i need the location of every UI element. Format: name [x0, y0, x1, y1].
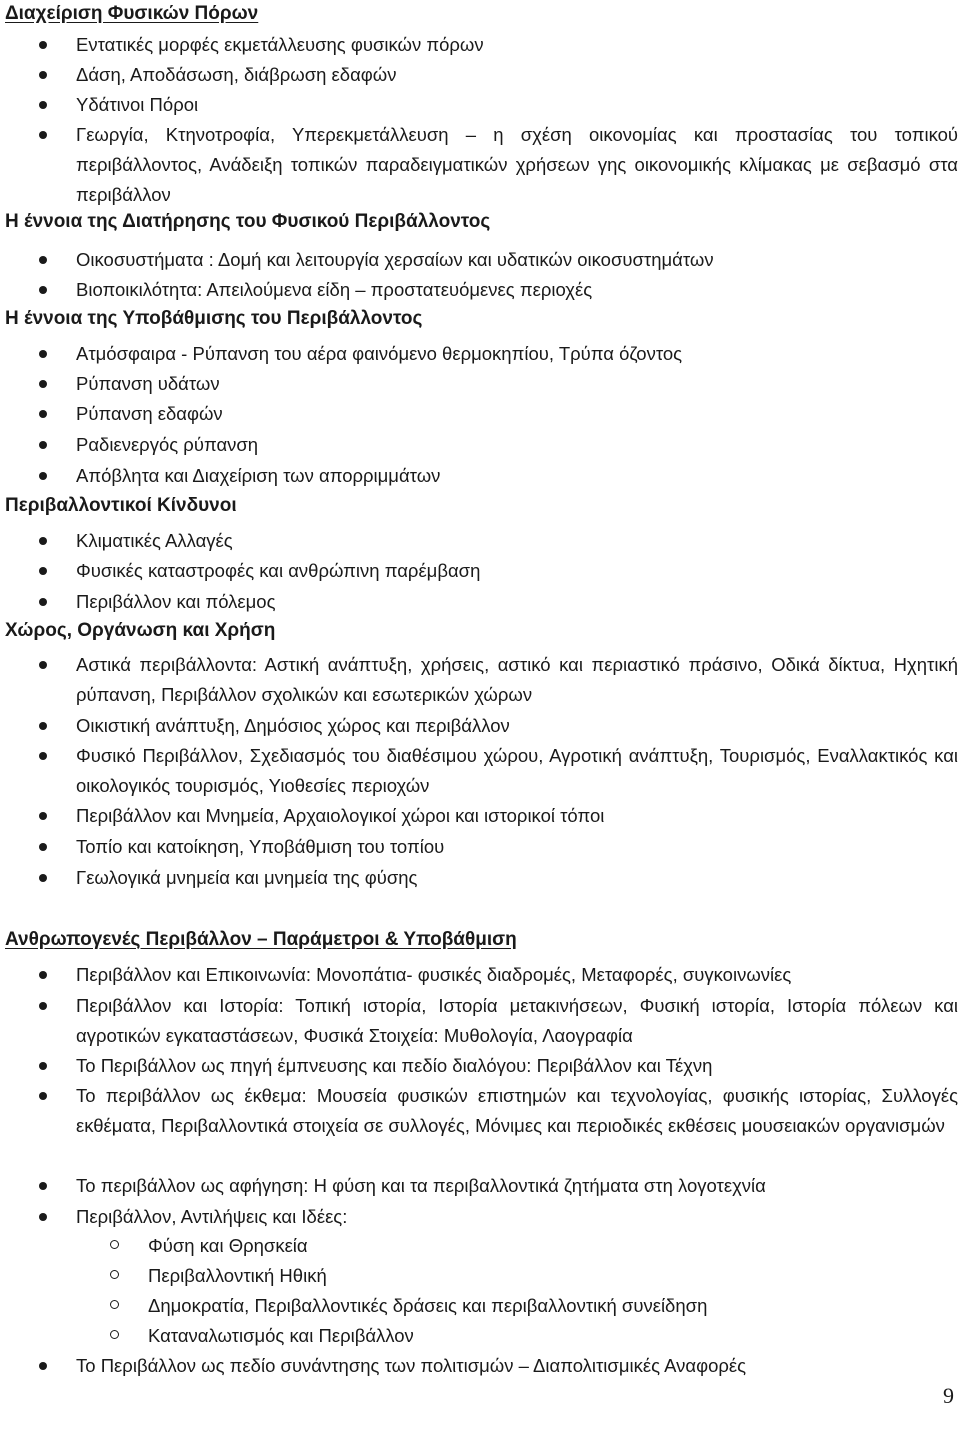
bullet-icon [39, 71, 47, 79]
bullet-icon [39, 350, 47, 358]
bullet-icon [39, 598, 47, 606]
bullet-icon [39, 971, 47, 979]
circle-bullet-icon [110, 1330, 119, 1339]
bullet-icon [39, 410, 47, 418]
circle-bullet-icon [110, 1240, 119, 1249]
section-heading: Διαχείριση Φυσικών Πόρων [5, 3, 259, 24]
bullet-icon [39, 1182, 47, 1190]
bullet-icon [39, 537, 47, 545]
bullet-icon [39, 380, 47, 388]
section-heading: Η έννοια της Υποβάθμισης του Περιβάλλοντος [5, 308, 423, 329]
bullet-icon [39, 752, 47, 760]
section-heading: Ανθρωπογενές Περιβάλλον – Παράμετροι & Υποβάθμιση [5, 929, 517, 950]
bullet-icon [39, 1092, 47, 1100]
bullet-icon [39, 843, 47, 851]
bullet-icon [39, 441, 47, 449]
section-heading: Η έννοια της Διατήρησης του Φυσικού Περιβάλλοντος [5, 211, 491, 232]
bullet-icon [39, 1213, 47, 1221]
bullet-icon [39, 256, 47, 264]
bullet-icon [39, 131, 47, 139]
bullet-icon [39, 661, 47, 669]
circle-bullet-icon [110, 1270, 119, 1279]
document-page: Διαχείριση Φυσικών Πόρων Εντατικές μορφές εκμετάλλευσης φυσικών πόρων Δάση, Αποδάσωση, διάβρωση εδαφών Υδάτινοι Πόροι Γεωργία, Κτηνοτροφία, Υπερεκμετάλλευση – η σχέση οικονομίας και προστασίας του τοπικού περιβάλλοντος, Ανάδειξη τοπικών παραδειγματικών χρήσεων γης οικονομικής κλίμακας με σεβασμό στα περιβάλλον Η έννοια της Διατήρησης του Φυσικού Περιβάλλοντος Οικοσυστήματα : Δομή και λειτουργία χερσαίων και υδατικών οικοσυστημάτων Βιοποικιλότητα: Απειλούμενα είδη – προστατευόμενες περιοχές Η έννοια της Υποβάθμισης του Περιβάλλοντος Ατμόσφαιρα - Ρύπανση του αέρα φαινόμενο θερμοκηπίου, Τρύπα όζοντος Ρύπανση υδάτων Ρύπανση εδαφών Ραδιενεργός ρύπανση Απόβλητα και Διαχείριση των απορριμμάτων Περιβαλλοντικοί Κίνδυνοι Κλιματικές Αλλαγές Φυσικές καταστροφές και ανθρώπινη παρέμβαση Περιβάλλον και πόλεμος Χώρος, Οργάνωση και Χρήση Αστικά περιβάλλοντα: Αστική ανάπτυξη, χρήσεις, αστικό και περιαστικό πράσινο, Οδικά δίκτυα, Ηχητική ρύπανση, Περιβάλλον σχολικών και εσωτερικών χώρων Οικιστική ανάπτυξη, Δημόσιος χώρος και περιβάλλον Φυσικό Περιβάλλον, Σχεδιασμός του διαθέσιμου χώρου, Αγροτική ανάπτυξη, Τουρισμός, Εναλλακτικός και οικολογικός τουρισμός, Υιοθεσίες περιοχών Περιβάλλον και Μνημεία, Αρχαιολογικοί χώροι και ιστορικοί τόποι Τοπίο και κατοίκηση, Υποβάθμιση του τοπίου Γεωλογικά μνημεία και μνημεία της φύσης Ανθρωπογενές Περιβάλλον – Παράμετροι & Υποβάθμιση Περιβάλλον και Επικοινωνία: Μονοπάτια- φυσικές διαδρομές, Μεταφορές, συγκοινωνίες Περιβάλλον και Ιστορία: Τοπική ιστορία, Ιστορία μετακινήσεων, Φυσική ιστορία, Ιστορία πόλεων και αγροτικών εγκαταστάσεων, Φυσικά Στοιχεία: Μυθολογία, Λαογραφία Το Περιβάλλον ως πηγή έμπνευσης και πεδίο διαλόγου: Περιβάλλον και Τέχνη Το περιβάλλον ως έκθεμα: Μουσεία φυσικών επιστημών και τεχνολογίας, φυσικής ιστορίας, Συλλογές εκθέματα, Περιβαλλοντικά στοιχεία σε συλλογές, Μόνιμες και περιοδικές εκθέσεις μουσειακών οργανισμών Το περιβάλλον ως αφήγηση: Η φύση και τα περιβαλλοντικά ζητήματα στη λογοτεχνία Περιβάλλον, Αντιλήψεις και Ιδέες: Φύση και Θρησκεία Περιβαλλοντική Ηθική Δημοκρατία, Περιβαλλοντικές δράσεις και περιβαλλοντική συνείδηση Καταναλωτισμός και Περιβάλλον Το Περιβάλλον ως πεδίο συνάντησης των πολιτισμών – Διαπολιτισμικές Αναφορές 9 [5, 3, 958, 1408]
bullet-icon [39, 101, 47, 109]
bullet-icon [39, 812, 47, 820]
bullet-icon [39, 1062, 47, 1070]
bullet-icon [39, 472, 47, 480]
bullet-icon [39, 722, 47, 730]
bullet-icon [39, 286, 47, 294]
circle-bullet-icon [110, 1300, 119, 1309]
bullet-icon [39, 874, 47, 882]
bullet-icon [39, 567, 47, 575]
bullet-icon [39, 1002, 47, 1010]
bullet-icon [39, 1362, 47, 1370]
page-number: 9 [943, 1383, 954, 1408]
section-heading: Περιβαλλοντικοί Κίνδυνοι [5, 495, 237, 516]
section-heading: Χώρος, Οργάνωση και Χρήση [5, 620, 276, 641]
bullet-icon [39, 41, 47, 49]
